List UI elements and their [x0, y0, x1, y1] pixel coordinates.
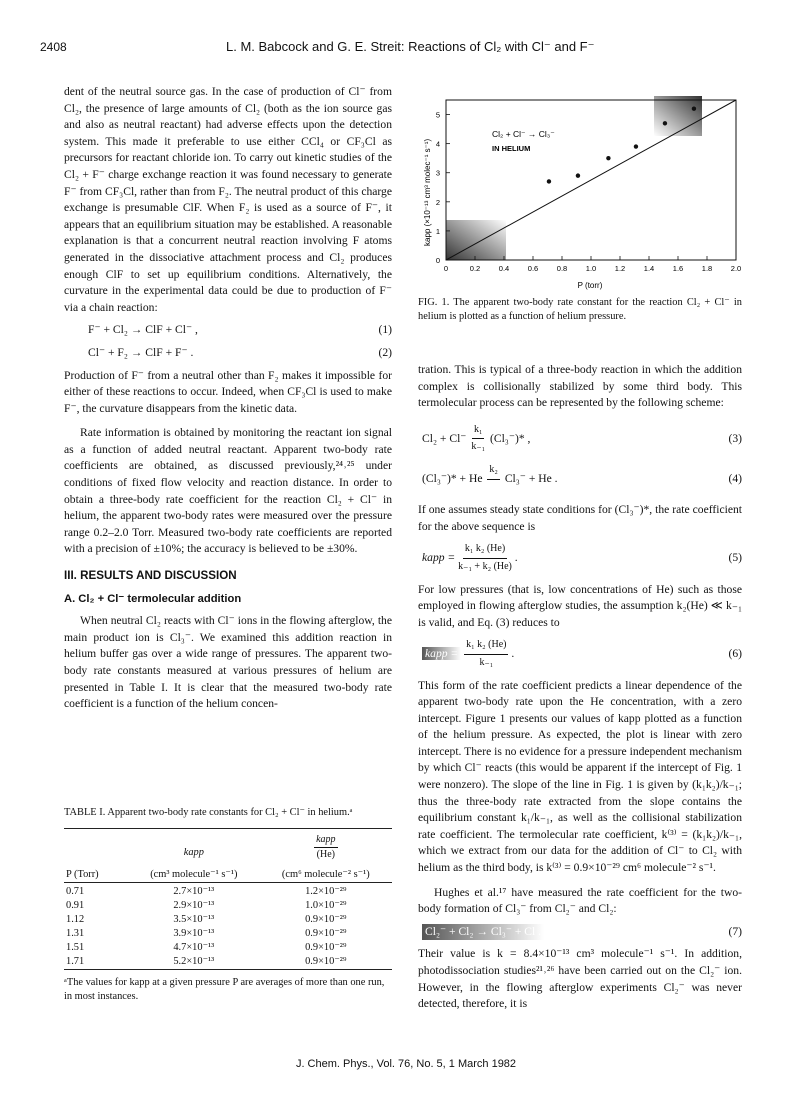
figure-1 [418, 96, 748, 292]
equation-1 [64, 322, 392, 339]
section-heading: III. RESULTS AND DISCUSSION [64, 569, 237, 583]
equation-text: Cl₂ + Cl⁻ $\frac{\text{k₁}}{\text{k₋₁}}$ (Cl₃⁻)* , [422, 423, 531, 453]
x-tick-label: 1.8 [701, 264, 713, 273]
table-row: 0.91 2.9×10⁻¹³ 1.0×10⁻²⁹ [66, 900, 347, 911]
figure-caption: FIG. 1. The apparent two-body rate constant for the reaction Cl₂ + Cl⁻ in helium is plotted as a function of helium pressure. [418, 297, 742, 322]
x-tick-label: 1.6 [672, 264, 684, 273]
equation-text: kapp = $\frac{\text{k₁ k₂ (He)}}{\text{k₋₁ + k₂ (He)}}$ . [422, 543, 518, 572]
data-point [692, 107, 696, 111]
subsection-heading: A. Cl₂ + Cl⁻ termolecular addition [64, 592, 242, 605]
equation-label: (1) [378, 323, 392, 337]
running-title: L. M. Babcock and G. E. Streit: Reactions of Cl₂ with Cl⁻ and F⁻ [226, 39, 595, 54]
paragraph: For low pressures (that is, low concentrations of He) such as those employed in flowing afterglow studies, the assumption k₂(He) ≪ k₋₁ is valid, and Eq. (3) reduces to [418, 582, 742, 629]
legend-line-2: IN HELIUM [492, 144, 531, 153]
table-header: P (Torr) [66, 869, 99, 880]
footer-citation: J. Chem. Phys., Vol. 76, No. 5, 1 March 1982 [295, 1058, 517, 1070]
table-header: (cm³ molecule⁻¹ s⁻¹) [150, 869, 238, 880]
table-header: (cm⁶ molecule⁻² s⁻¹) [281, 869, 370, 880]
x-tick-label: 1.4 [643, 264, 655, 273]
table-1 [64, 806, 392, 1004]
equation-text: Cl⁻ + F₂ → ClF + F⁻ . [88, 345, 194, 359]
equation-label: (5) [728, 551, 742, 565]
paragraph: dent of the neutral source gas. In the case of production of Cl⁻ from Cl₂, the presence of large amounts of Cl₂ (both as the ion source gas and also as neutral reactant) had adverse effects upon the detection system. This made it preferable to use either CCl₄ or CF₃Cl as precursors for reactant chloride ion. To carry out kinetic studies of the Cl₂ + F⁻ charge exchange reaction it was found necessary to generate F⁻ from CF₃Cl, rather than from F₂. The neutral product of this charge exchange is presumable ClF. When F₂ is used as a source of F⁻, it appears that an equilibrium situation may be established. A reasonable explanation is that a concurrent neutral reaction involving F atoms generated in the dissociative attachment process and Cl₂ produces enough ClF to set up equilibrium conditions. Alternatively, the curvature in the experimental data could be due to production of F⁻ via a chain reaction: [64, 85, 392, 314]
x-tick-label: 1.2 [614, 264, 626, 273]
table-row: 0.71 2.7×10⁻¹³ 1.2×10⁻²⁹ [66, 886, 347, 897]
equation-3 [418, 422, 742, 456]
equation-label: (6) [728, 647, 742, 661]
paragraph: Hughes et al.¹⁷ have measured the rate coefficient for the two-body formation of Cl₃⁻ from Cl₂⁻ and Cl₂: [418, 885, 742, 916]
table-footnote: ᵃThe values for kapp at a given pressure P are averages of more than one run, in most instances. [64, 977, 385, 1002]
y-tick-label: 2 [435, 197, 440, 207]
paragraph: This form of the rate coefficient predicts a linear dependence of the apparent two-body rate upon the He concentration, with a zero intercept. Figure 1 presents our values of kapp plotted as a function of the helium pressure. As expected, the plot is linear with zero intercept. There is no evidence for a pressure independent mechanism by which Cl⁻ reacts (this would be apparent if the intercept of Fig. 1 were nonzero). The slope of the line in Fig. 1 is given by (k₁k₂)/k₋₁; thus the three-body rate extracted from the slope contains the equilibrium constant k₁/k₋₁, as well as the collisional stabilization rate coefficient. The termolecular rate coefficient, k⁽³⁾ = (k₁k₂)/k₋₁, which we extract from our data for the addition of Cl⁻ to Cl₂ with helium as the third body, is k⁽³⁾ = 0.9×10⁻²⁹ cm⁶ molecule⁻² s⁻¹. [418, 678, 742, 875]
paragraph: If one assumes steady state conditions for (Cl₃⁻)*, the rate coefficient for the above sequence is [418, 503, 742, 533]
x-tick-label: 2.0 [730, 264, 742, 273]
x-tick-label: 0.8 [556, 264, 568, 273]
y-tick-label: 3 [435, 168, 440, 178]
y-tick-label: 1 [435, 226, 440, 236]
paragraph: When neutral Cl₂ reacts with Cl⁻ ions in the flowing afterglow, the main product ion is Cl₃⁻. We examined this addition reaction in helium buffer gas over a wide range of pressures. The apparent two-body rate constants measured at various pressures of helium are presented in Table I. It is clear that the measured two-body rate coefficient is a function of the helium concen- [64, 614, 392, 711]
table-row: 1.51 4.7×10⁻¹³ 0.9×10⁻²⁹ [66, 942, 347, 953]
y-axis-label: kapp (×10⁻¹³ cm³ molec⁻¹ s⁻¹) [423, 138, 432, 246]
equation-label: (4) [728, 471, 742, 485]
legend-line-1: Cl₂ + Cl⁻ → Cl₃⁻ [492, 129, 555, 139]
x-tick-label: 0.6 [527, 264, 539, 273]
equation-2 [64, 345, 392, 362]
table-header: $\frac{\text{kapp}}{(He)}$ [316, 834, 336, 860]
table-row: 1.12 3.5×10⁻¹³ 0.9×10⁻²⁹ [66, 914, 347, 925]
table-header: kapp [183, 846, 204, 858]
data-point [606, 156, 610, 160]
y-tick-label: 5 [435, 110, 440, 120]
x-axis-label: P (torr) [577, 281, 603, 290]
equation-label: (2) [378, 345, 392, 359]
page-number: 2408 [40, 40, 67, 54]
data-point [634, 144, 638, 148]
equation-4 [418, 462, 742, 496]
x-tick-label: 0.2 [469, 264, 481, 273]
equation-7 [418, 924, 742, 941]
equation-6 [418, 637, 742, 671]
paragraph: Production of F⁻ from a neutral other than F₂ makes it impossible for either of these reactions to occur. Indeed, when CF₃Cl is used to make F⁻, the curvature disappears from the kinetic data. [64, 368, 392, 415]
corner-shading [446, 220, 506, 260]
x-tick-label: 1.0 [585, 264, 597, 273]
equation-text: F⁻ + Cl₂ → ClF + Cl⁻ , [88, 323, 198, 337]
right-column [418, 362, 742, 1013]
equation-text: kapp = $\frac{\text{k₁ k₂ (He)}}{\text{k₋₁}}$ . [422, 637, 514, 671]
data-point [663, 121, 667, 125]
y-tick-label: 0 [435, 256, 440, 265]
equation-text: Cl₂⁻ + Cl₂ → Cl₃⁻ + Cl . [422, 924, 544, 941]
fit-line [446, 100, 736, 260]
equation-text: (Cl₃⁻)* + He k₂ Cl₃⁻ + He . [422, 463, 558, 485]
equation-5 [418, 541, 742, 575]
paragraph: Their value is k = 8.4×10⁻¹³ cm³ molecule⁻¹ s⁻¹. In addition, photodissociation studies²¹˒²⁶ have been carried out on the Cl₂⁻ ion. However, in the flowing afterglow experiments Cl₂⁻ was never detected, therefore, it is [418, 947, 742, 1011]
data-point [547, 179, 551, 183]
data-table [64, 828, 392, 972]
table-caption: TABLE I. Apparent two-body rate constants for Cl₂ + Cl⁻ in helium.ᵃ [64, 807, 353, 818]
data-point [576, 173, 580, 177]
corner-shading [654, 96, 702, 136]
left-column [64, 84, 392, 713]
chart-svg [418, 96, 748, 292]
paragraph: Rate information is obtained by monitoring the reactant ion signal as a function of added neutral reactant. Apparent two-body rate coefficients are obtained, as discussed previously,²⁴˒²⁵ under conditions of fixed flow velocity and reaction distance. In order to obtain a three-body rate coefficient for the reaction Cl₂ + Cl⁻ in helium, the apparent two-body rates were measured over the pressure range 0.2–2.0 Torr. Measured two-body rate coefficients are reported with a precision of ±10%; the accuracy is believed to be ±30%. [64, 426, 392, 556]
x-tick-label: 0.4 [498, 264, 510, 273]
equation-label: (7) [728, 924, 742, 938]
table-row: 1.71 5.2×10⁻¹³ 0.9×10⁻²⁹ [66, 956, 347, 967]
paragraph: tration. This is typical of a three-body reaction in which the addition complex is collisionally stabilized by some third body. This termolecular process can be represented by the following scheme: [418, 363, 742, 410]
table-row: 1.31 3.9×10⁻¹³ 0.9×10⁻²⁹ [66, 928, 347, 939]
x-tick-label: 0 [443, 264, 449, 273]
y-tick-label: 4 [435, 139, 440, 149]
equation-label: (3) [728, 431, 742, 445]
